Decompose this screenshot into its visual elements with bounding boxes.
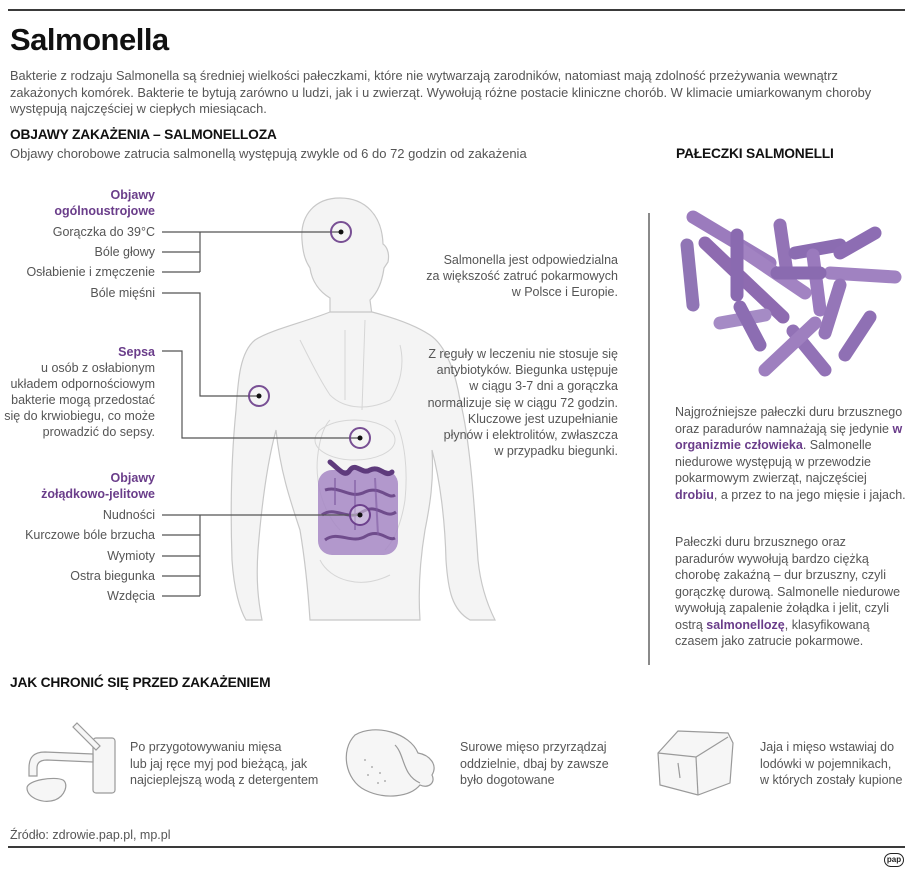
bacteria-illustration	[665, 205, 915, 385]
sepsis-line: u osób z osłabionym	[41, 361, 155, 375]
tip-cook-separately	[460, 739, 609, 789]
note-treatment	[400, 346, 618, 459]
gastro-title-line2: żołądkowo-jelitowe	[41, 487, 155, 501]
bacteria-heading: PAŁECZKI SALMONELLI	[676, 146, 834, 161]
tip-line: Po przygotowywaniu mięsa	[130, 740, 282, 754]
symptom-vomiting: Wymioty	[107, 549, 155, 563]
pap-logo: pap	[884, 853, 904, 867]
general-title-line1: Objawy	[110, 188, 155, 202]
text-span: . Salmonelle niedurowe występują w przewodzie pokarmowym zwierząt, najczęściej	[675, 438, 872, 485]
source-credit: Źródło: zdrowie.pap.pl, mp.pl	[10, 828, 171, 842]
symptom-fever: Gorączka do 39°C	[52, 225, 155, 239]
symptom-headache: Bóle głowy	[94, 245, 155, 259]
protection-heading: JAK CHRONIĆ SIĘ PRZED ZAKAŻENIEM	[10, 675, 271, 690]
symptom-nausea: Nudności	[102, 508, 155, 522]
symptom-muscle-pain: Bóle mięśni	[90, 286, 155, 300]
note-responsibility	[400, 252, 618, 301]
gastro-title-line1: Objawy	[110, 471, 155, 485]
tip-line: najcieplejszą wodą z detergentem	[130, 773, 319, 787]
note-line: antybiotyków. Biegunka ustępuje	[436, 363, 618, 378]
note-line: płynów i elektrolitów, zwłaszcza	[443, 428, 618, 443]
tip-line: Surowe mięso przyrządzaj	[460, 740, 607, 754]
tip-line: lub jaj ręce myj pod bieżącą, jak	[130, 756, 308, 771]
tip-store-containers	[760, 739, 902, 789]
symptom-fatigue: Osłabienie i zmęczenie	[26, 265, 155, 279]
right-column-divider	[648, 213, 650, 665]
sepsis-line: układem odpornościowym	[10, 377, 155, 391]
symptom-bloating: Wzdęcia	[107, 589, 155, 603]
general-title-line2: ogólnoustrojowe	[54, 204, 155, 218]
sepsis-line: bakterie mogą przedostać	[11, 393, 155, 407]
sepsis-line: prowadzić do sepsy.	[42, 425, 155, 439]
text-span: Pałeczki duru brzusznego oraz paradurów wywołują bardzo ciężką chorobę zakaźną – dur brzuszny, czyli gorączkę durową. Salmonelle niedurowe wywołują zapalenie żołądka i jelit, czyli ostrą	[675, 535, 901, 632]
bacteria-paragraph-2	[675, 534, 907, 650]
intro-paragraph: Bakterie z rodzaju Salmonella są średniej wielkości pałeczkami, które nie wytwarzają zarodników, natomiast mają zdolność przeżywania wewnątrz zakażonych komórek. Bakterie te bytują zarówno u ludzi, jak i u zwierząt. Wywołują różne postacie kliniczne chorób. W klimacie umiarkowanym choroby występują najczęściej w ciepłych miesiącach.	[10, 68, 872, 116]
raw-meat-icon	[340, 725, 440, 800]
note-line: Salmonella jest odpowiedzialna	[443, 253, 618, 267]
note-line: w ciągu 3-7 dni a gorączka	[469, 379, 618, 394]
note-line: za większość zatruć pokarmowych	[426, 269, 618, 284]
bacteria-paragraph-1	[675, 404, 907, 503]
highlight-poultry: drobiu	[675, 487, 714, 502]
tip-line: w których zostały kupione	[760, 773, 903, 787]
symptom-diarrhea: Ostra biegunka	[70, 569, 155, 583]
sepsis-line: się do krwiobiegu, co może	[4, 409, 155, 423]
note-line: Kluczowe jest uzupełnianie	[467, 411, 618, 426]
faucet-soap-icon	[15, 718, 115, 798]
note-line: w Polsce i Europie.	[511, 285, 618, 300]
note-line: normalizuje się w ciągu 72 godzin.	[427, 395, 618, 410]
highlight-salmonellosis: salmonellozę	[706, 617, 785, 632]
food-container-icon	[648, 723, 738, 798]
bottom-divider	[8, 846, 905, 848]
symptoms-heading: OBJAWY ZAKAŻENIA – SALMONELLOZA	[10, 127, 277, 142]
tip-line: Jaja i mięso wstawiaj do	[760, 740, 895, 754]
symptoms-subheading: Objawy chorobowe zatrucia salmonellą występują zwykle od 6 do 72 godzin od zakażenia	[10, 146, 527, 161]
tip-line: lodówki w pojemnikach,	[760, 756, 892, 771]
tip-line: było dogotowane	[460, 773, 555, 787]
note-line: Z reguły w leczeniu nie stosuje się	[428, 347, 618, 361]
text-span: , klasyfikowaną czasem jako zatrucie pokarmowe.	[675, 617, 870, 648]
tip-line: oddzielnie, dbaj by zawsze	[460, 756, 609, 771]
text-span: Najgroźniejsze pałeczki duru brzusznego oraz paradurów namnażają się jedynie	[675, 405, 903, 436]
text-span: , a przez to na jego mięsie i jajach.	[713, 487, 906, 502]
symptom-cramps: Kurczowe bóle brzucha	[25, 528, 155, 542]
sepsis-title: Sepsa	[118, 345, 155, 359]
page-title: Salmonella	[10, 22, 169, 57]
tip-wash-hands	[130, 739, 318, 789]
highlight-human-organism: w organizmie człowieka	[675, 421, 903, 452]
note-line: w przypadku biegunki.	[494, 444, 618, 459]
